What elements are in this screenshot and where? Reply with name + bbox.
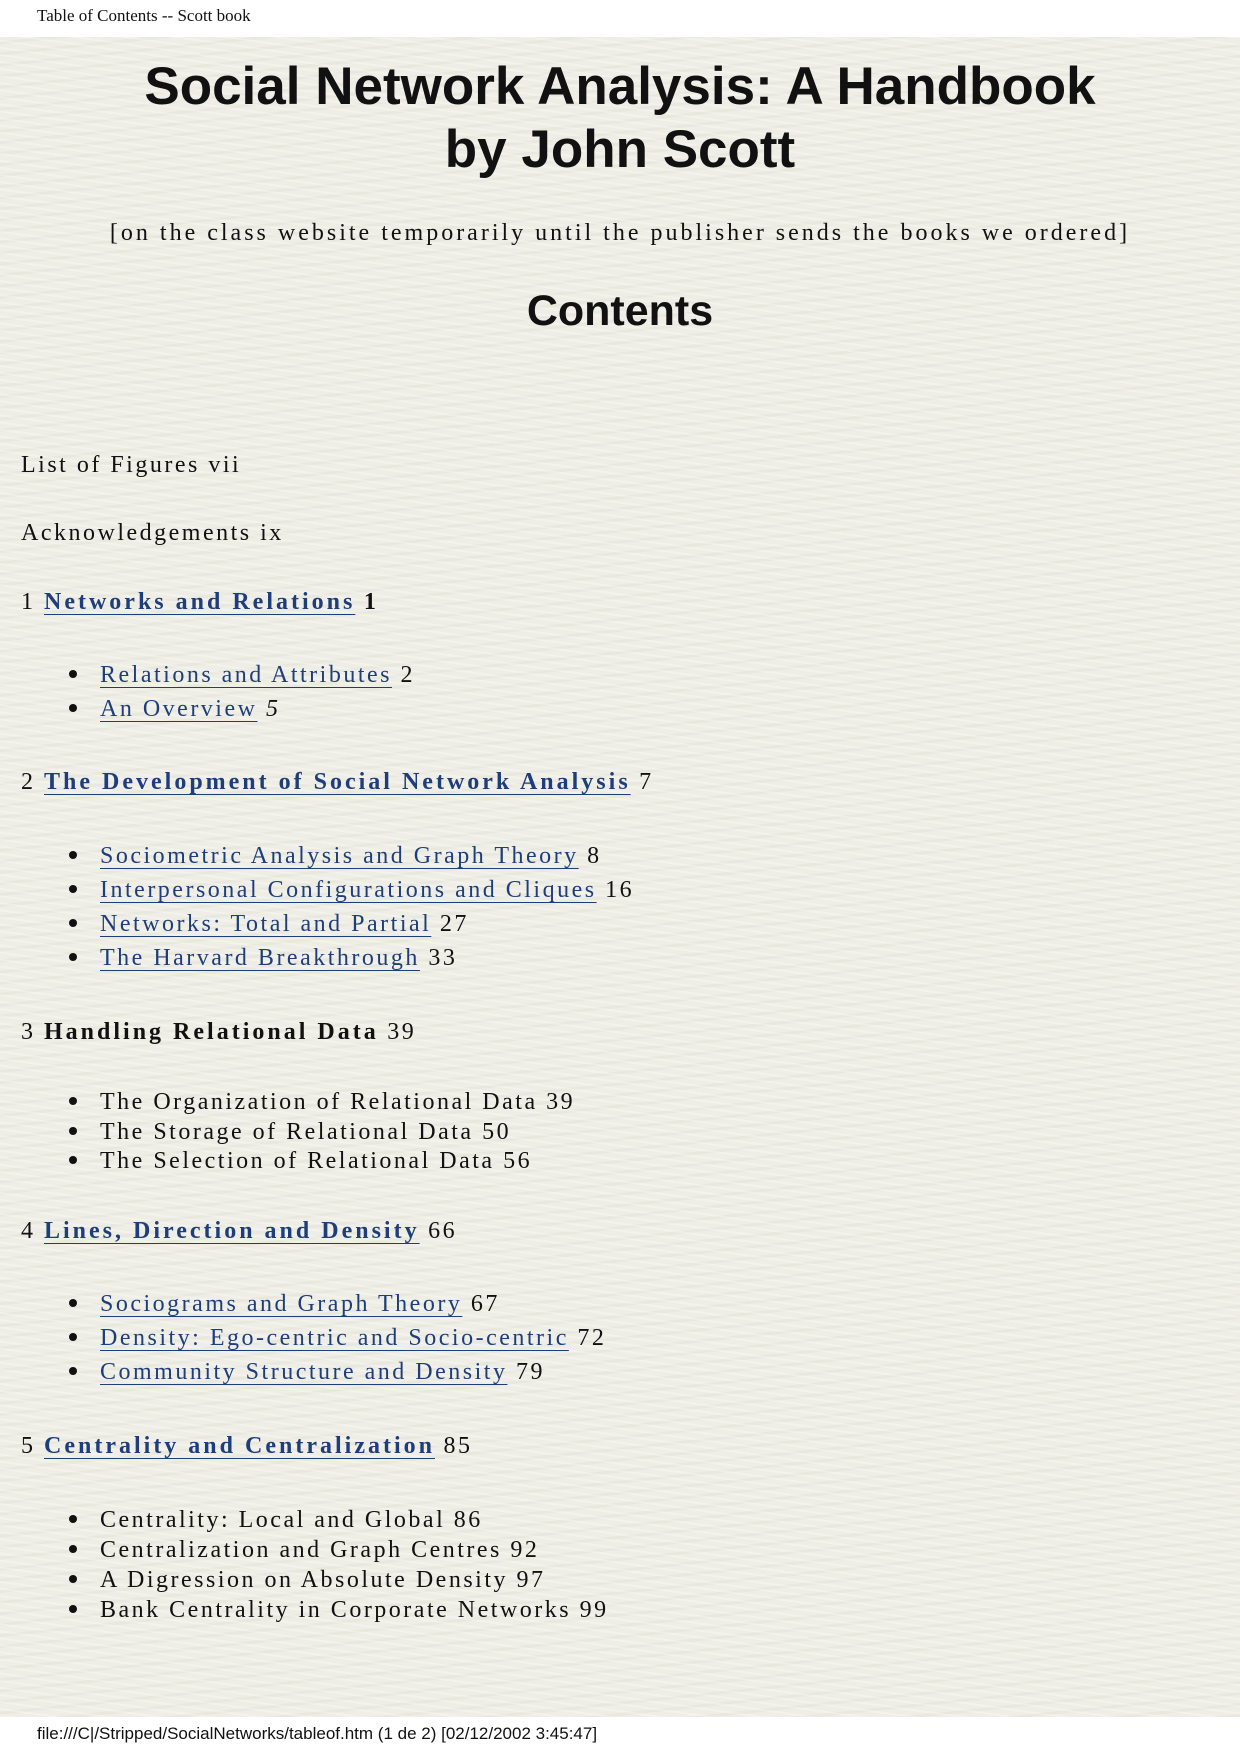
chapter-number: 1 bbox=[21, 589, 36, 615]
section-link[interactable]: An Overview bbox=[100, 696, 258, 722]
section-page: 79 bbox=[515, 1359, 545, 1385]
chapter-5 bbox=[21, 1433, 472, 1460]
chapter-3 bbox=[21, 1019, 416, 1046]
section-page: 97 bbox=[516, 1567, 546, 1593]
section-page: 86 bbox=[453, 1507, 483, 1533]
list-item bbox=[69, 696, 280, 723]
bullet-icon bbox=[69, 919, 77, 927]
section-page: 99 bbox=[579, 1597, 609, 1623]
bullet-icon bbox=[69, 1575, 77, 1583]
section-title: The Selection of Relational Data bbox=[100, 1148, 495, 1174]
list-item bbox=[69, 1507, 483, 1534]
section-title: The Organization of Relational Data bbox=[100, 1089, 538, 1115]
list-item bbox=[69, 1359, 545, 1386]
chapter-number: 5 bbox=[21, 1433, 36, 1459]
section-page: 5 bbox=[265, 696, 281, 722]
bullet-icon bbox=[69, 1515, 77, 1523]
section-link[interactable]: Relations and Attributes bbox=[100, 662, 392, 688]
bullet-icon bbox=[69, 1097, 77, 1105]
section-page: 33 bbox=[428, 945, 458, 971]
chapter-2-link[interactable]: The Development of Social Network Analysis bbox=[44, 769, 631, 795]
chapter-number: 4 bbox=[21, 1218, 36, 1244]
section-title: A Digression on Absolute Density bbox=[100, 1567, 508, 1593]
section-link[interactable]: Sociograms and Graph Theory bbox=[100, 1291, 463, 1317]
list-item bbox=[69, 1325, 606, 1352]
bullet-icon bbox=[69, 1367, 77, 1375]
front-matter-list-of-figures: List of Figures vii bbox=[21, 452, 242, 478]
section-page: 8 bbox=[587, 843, 602, 869]
chapter-4-link[interactable]: Lines, Direction and Density bbox=[44, 1218, 420, 1244]
section-title: Centrality: Local and Global bbox=[100, 1507, 446, 1533]
bullet-icon bbox=[69, 851, 77, 859]
bullet-icon bbox=[69, 704, 77, 712]
list-item bbox=[69, 1597, 609, 1624]
section-page: 27 bbox=[439, 911, 469, 937]
chapter-1 bbox=[21, 589, 378, 616]
section-link[interactable]: Sociometric Analysis and Graph Theory bbox=[100, 843, 579, 869]
section-title: Bank Centrality in Corporate Networks bbox=[100, 1597, 572, 1623]
class-website-note: [on the class website temporarily until the publisher sends the books we ordered] bbox=[109, 220, 1131, 246]
list-item bbox=[69, 911, 469, 938]
title-line-1: Social Network Analysis: A Handbook bbox=[144, 57, 1096, 116]
chapter-3-title: Handling Relational Data bbox=[44, 1019, 379, 1045]
list-item bbox=[69, 1089, 575, 1116]
list-item bbox=[69, 877, 634, 904]
bullet-icon bbox=[69, 953, 77, 961]
chapter-number: 2 bbox=[21, 769, 36, 795]
chapter-page: 66 bbox=[428, 1218, 458, 1244]
bullet-icon bbox=[69, 1156, 77, 1164]
list-item bbox=[69, 662, 415, 689]
section-title: The Storage of Relational Data bbox=[100, 1119, 474, 1145]
section-page: 56 bbox=[503, 1148, 533, 1174]
section-page: 39 bbox=[546, 1089, 576, 1115]
bullet-icon bbox=[69, 1545, 77, 1553]
bullet-icon bbox=[69, 1605, 77, 1613]
section-page: 92 bbox=[510, 1537, 540, 1563]
list-item bbox=[69, 1537, 539, 1564]
chapter-page: 85 bbox=[443, 1433, 473, 1459]
list-item bbox=[69, 1119, 511, 1146]
bullet-icon bbox=[69, 1127, 77, 1135]
chapter-1-link[interactable]: Networks and Relations bbox=[44, 589, 356, 615]
section-page: 2 bbox=[400, 662, 415, 688]
contents-heading: Contents bbox=[526, 287, 714, 335]
page bbox=[0, 37, 1240, 1717]
chapter-page: 39 bbox=[387, 1019, 417, 1045]
print-footer-url: file:///C|/Stripped/SocialNetworks/tableof.htm (1 de 2) [02/12/2002 3:45:47] bbox=[37, 1724, 598, 1743]
section-page: 67 bbox=[470, 1291, 500, 1317]
list-item bbox=[69, 1291, 500, 1318]
chapter-2 bbox=[21, 769, 654, 796]
section-link[interactable]: Interpersonal Configurations and Cliques bbox=[100, 877, 597, 903]
chapter-5-link[interactable]: Centrality and Centralization bbox=[44, 1433, 435, 1459]
section-page: 16 bbox=[605, 877, 635, 903]
section-page: 72 bbox=[577, 1325, 607, 1351]
section-link[interactable]: Networks: Total and Partial bbox=[100, 911, 432, 937]
title-line-2: by John Scott bbox=[444, 120, 796, 179]
chapter-number: 3 bbox=[21, 1019, 36, 1045]
chapter-page: 1 bbox=[363, 589, 379, 615]
bullet-icon bbox=[69, 885, 77, 893]
list-item bbox=[69, 1148, 532, 1175]
section-link[interactable]: The Harvard Breakthrough bbox=[100, 945, 420, 971]
chapter-page: 7 bbox=[639, 769, 654, 795]
section-page: 50 bbox=[482, 1119, 512, 1145]
section-title: Centralization and Graph Centres bbox=[100, 1537, 502, 1563]
section-link[interactable]: Community Structure and Density bbox=[100, 1359, 508, 1385]
list-item bbox=[69, 1567, 546, 1594]
front-matter-acknowledgements: Acknowledgements ix bbox=[21, 520, 284, 546]
bullet-icon bbox=[69, 1299, 77, 1307]
list-item bbox=[69, 843, 602, 870]
page-title bbox=[0, 55, 1240, 181]
bullet-icon bbox=[69, 670, 77, 678]
chapter-4 bbox=[21, 1218, 457, 1245]
print-header: Table of Contents -- Scott book bbox=[37, 6, 251, 25]
bullet-icon bbox=[69, 1333, 77, 1341]
section-link[interactable]: Density: Ego-centric and Socio-centric bbox=[100, 1325, 569, 1351]
list-item bbox=[69, 945, 457, 972]
